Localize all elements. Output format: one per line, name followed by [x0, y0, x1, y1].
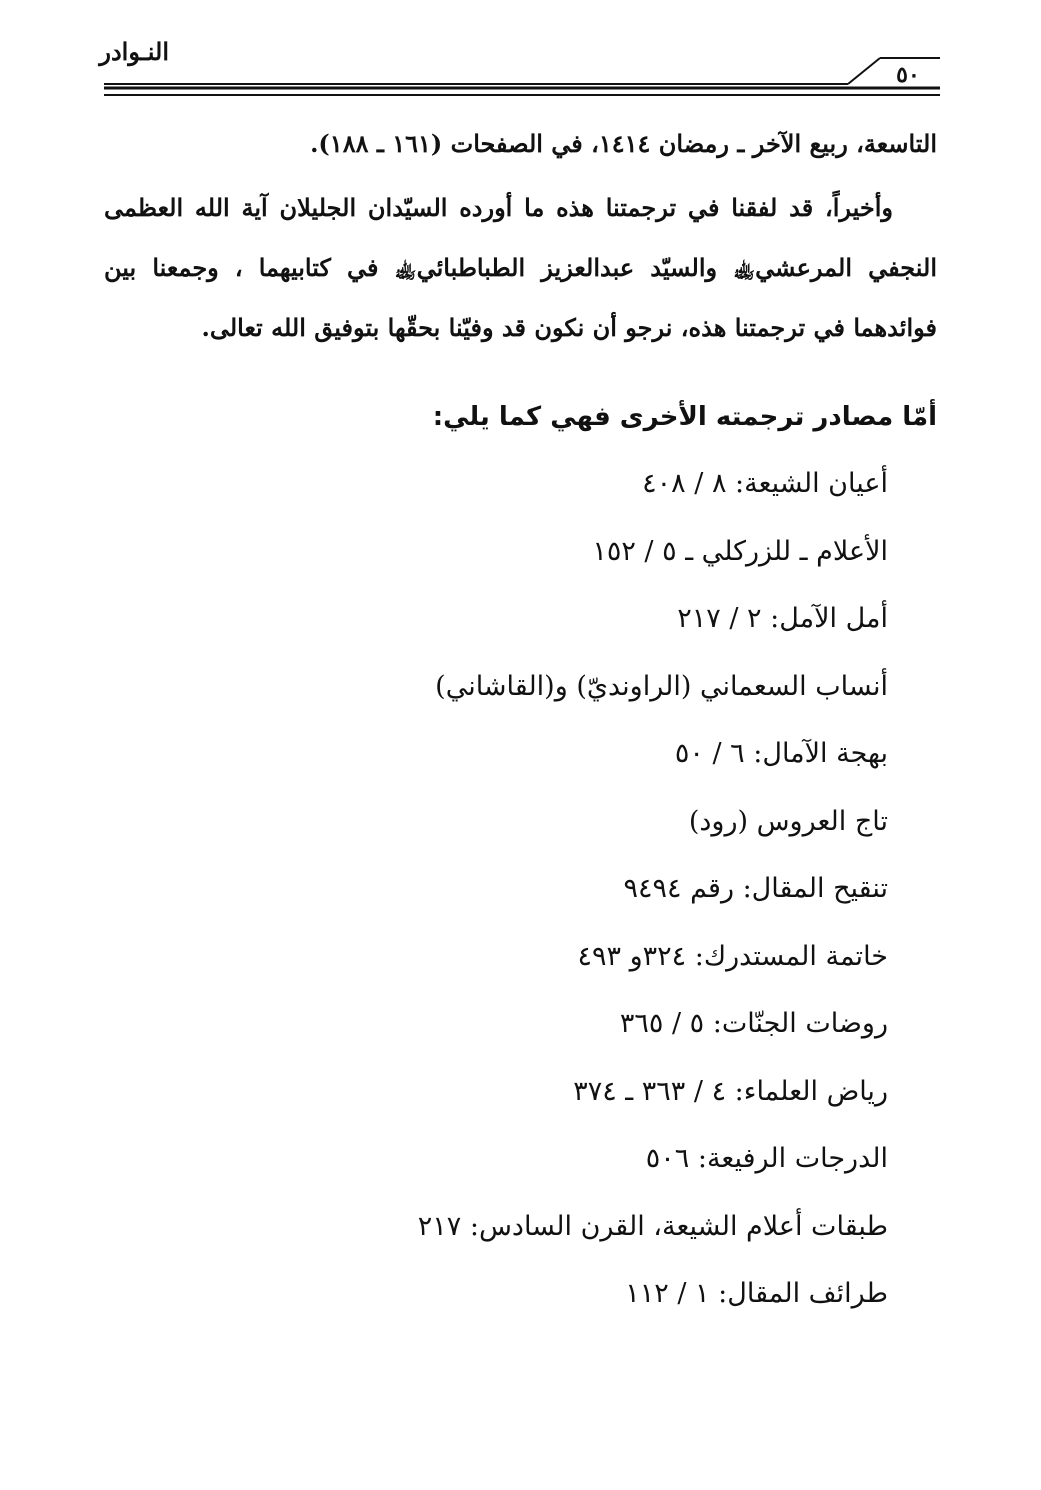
page-number: ٥٠: [896, 62, 920, 88]
source-item: أعيان الشيعة: ٨ / ٤٠٨: [642, 468, 888, 499]
intro-line: فوائدهما في ترجمتنا هذه، نرجو أن نكون قد وفيّنا بحقّها بتوفيق الله تعالى.: [201, 313, 937, 342]
source-item: الدرجات الرفيعة: ٥٠٦: [645, 1143, 888, 1174]
source-item: روضات الجنّات: ٥ / ٣٦٥: [619, 1008, 888, 1039]
source-item: رياض العلماء: ٤ / ٣٦٣ ـ ٣٧٤: [573, 1075, 888, 1107]
source-item: أمل الآمل: ٢ / ٢١٧: [677, 603, 888, 634]
intro-line: التاسعة، ربيع الآخر ـ رمضان ١٤١٤، في الصفحات (١٦١ ـ ١٨٨).: [310, 129, 937, 158]
running-header-title: النـوادر: [99, 37, 169, 66]
source-item: بهجة الآمال: ٦ / ٥٠: [674, 738, 888, 769]
source-item: تاج العروس (رود): [688, 805, 888, 837]
source-item: أنساب السعماني (الراونديّ) و(القاشاني): [435, 670, 888, 702]
intro-line: وأخيراً، قد لفقنا في ترجمتنا هذه ما أورده السيّدان الجليلان آية الله العظمى: [104, 193, 893, 222]
source-item: الأعلام ـ للزركلي ـ ٥ / ١٥٢: [592, 535, 888, 567]
sources-list: [418, 470, 888, 1348]
source-item: طبقات أعلام الشيعة، القرن السادس: ٢١٧: [417, 1210, 888, 1242]
source-item: طرائف المقال: ١ / ١١٢: [625, 1278, 888, 1309]
intro-line: النجفي المرعشي﵀ والسيّد عبدالعزيز الطباطبائي﵀ في كتابيهما ، وجمعنا بين: [104, 253, 937, 282]
header-rule-lines: [104, 52, 940, 102]
source-item: خاتمة المستدرك: ٣٢٤و ٤٩٣: [577, 940, 888, 972]
source-item: تنقيح المقال: رقم ٩٤٩٤: [623, 873, 888, 904]
sources-heading: أمّا مصادر ترجمته الأخرى فهي كما يلي:: [432, 402, 937, 432]
